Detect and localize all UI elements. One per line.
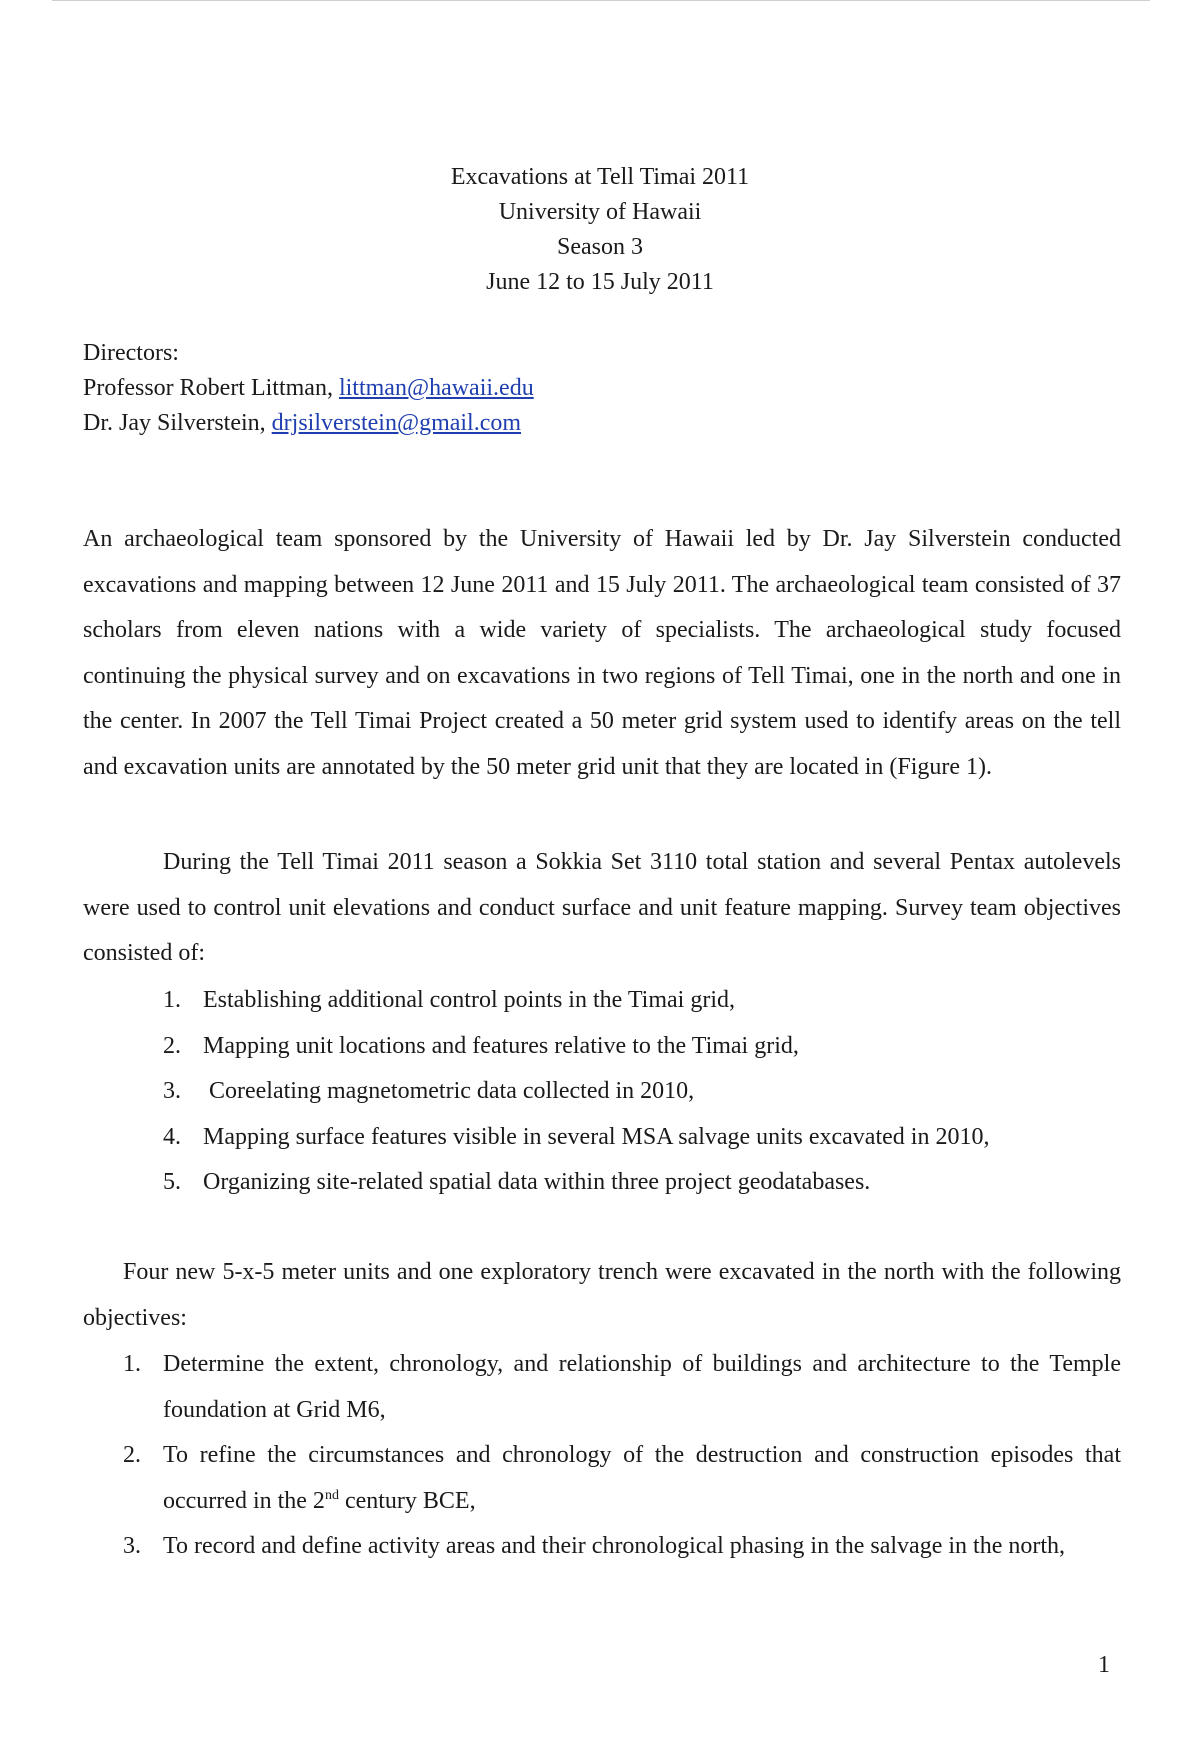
list-item — [83, 1024, 1121, 1070]
directors-block — [83, 336, 534, 441]
director-silverstein-name: Dr. Jay Silverstein, — [83, 410, 272, 436]
list-item-number: 3. — [123, 1533, 141, 1560]
list-item-text: Mapping unit locations and features relative to the Timai grid, — [203, 1032, 799, 1059]
survey-objectives-list — [83, 978, 1121, 1206]
list-item-text-a: To refine the circumstances and chronology of the destruction and construction episodes that occurred in the 2 — [163, 1442, 1121, 1514]
list-item — [83, 1433, 1121, 1524]
list-item-text: Mapping surface features visible in several MSA salvage units excavated in 2010, — [203, 1123, 990, 1150]
list-item-text: To record and define activity areas and their chronological phasing in the salvage in the north, — [163, 1533, 1066, 1560]
list-item-number: 5. — [163, 1169, 181, 1196]
list-item — [83, 1115, 1121, 1161]
north-excavation-paragraph: Four new 5-x-5 meter units and one exploratory trench were excavated in the north with the following objectives: — [83, 1259, 1121, 1331]
list-item — [83, 978, 1121, 1024]
list-item-text — [163, 1442, 1121, 1514]
list-item — [83, 1524, 1121, 1570]
season-label: Season 3 — [557, 234, 643, 260]
list-item-text: Organizing site-related spatial data within three project geodatabases. — [203, 1169, 871, 1196]
list-item-text: Establishing additional control points in the Timai grid, — [203, 987, 735, 1013]
list-item-text: Coreelating magnetometric data collected in 2010, — [203, 1078, 695, 1105]
littman-email-link[interactable]: littman@hawaii.edu — [338, 375, 534, 401]
list-item-number: 1. — [163, 987, 181, 1013]
top-divider — [52, 0, 1150, 1]
director-littman-name: Professor Robert Littman, — [83, 375, 339, 401]
silverstein-email-link[interactable]: drjsilverstein@gmail.com — [271, 410, 522, 436]
survey-paragraph: During the Tell Timai 2011 season a Sokkia Set 3110 total station and several Pentax autolevels were used to control unit elevations and conduct surface and unit feature mapping. Survey team objectives consisted of: — [83, 849, 1121, 967]
list-item — [83, 1342, 1121, 1433]
directors-label: Directors: — [83, 340, 179, 366]
list-item-number: 1. — [123, 1351, 141, 1377]
list-item — [83, 1069, 1121, 1115]
list-item-number: 4. — [163, 1123, 181, 1150]
ordinal-suffix: nd — [324, 1487, 339, 1503]
institution-name: University of Hawaii — [498, 199, 702, 225]
intro-paragraph: An archaeological team sponsored by the University of Hawaii led by Dr. Jay Silverstein conducted excavations and mapping between 12 June 2011 and 15 July 2011. The archaeological team consisted of 37 scholars from eleven nations with a wide variety of specialists. The archaeological study focused continuing the physical survey and on excavations in two regions of Tell Timai, one in the north and one in the center. In 2007 the Tell Timai Project created a 50 meter grid system used to identify areas on the tell and excavation units are annotated by the 50 meter grid unit that they are located in (Figure 1). — [83, 526, 1121, 780]
list-item-number: 3. — [163, 1078, 181, 1105]
list-item — [83, 1160, 1121, 1206]
director-littman — [83, 371, 534, 406]
director-silverstein — [83, 406, 534, 441]
list-item-text: Determine the extent, chronology, and relationship of buildings and architecture to the Temple foundation at Grid M6, — [163, 1351, 1121, 1423]
list-item-number: 2. — [163, 1032, 181, 1059]
document-header — [0, 160, 1200, 300]
date-range: June 12 to 15 July 2011 — [486, 269, 714, 295]
page-number: 1 — [1098, 1652, 1110, 1678]
north-objectives-list — [83, 1342, 1121, 1570]
list-item-number: 2. — [123, 1442, 141, 1469]
list-item-text-b: century BCE, — [338, 1487, 476, 1514]
report-title: Excavations at Tell Timai 2011 — [450, 164, 750, 190]
